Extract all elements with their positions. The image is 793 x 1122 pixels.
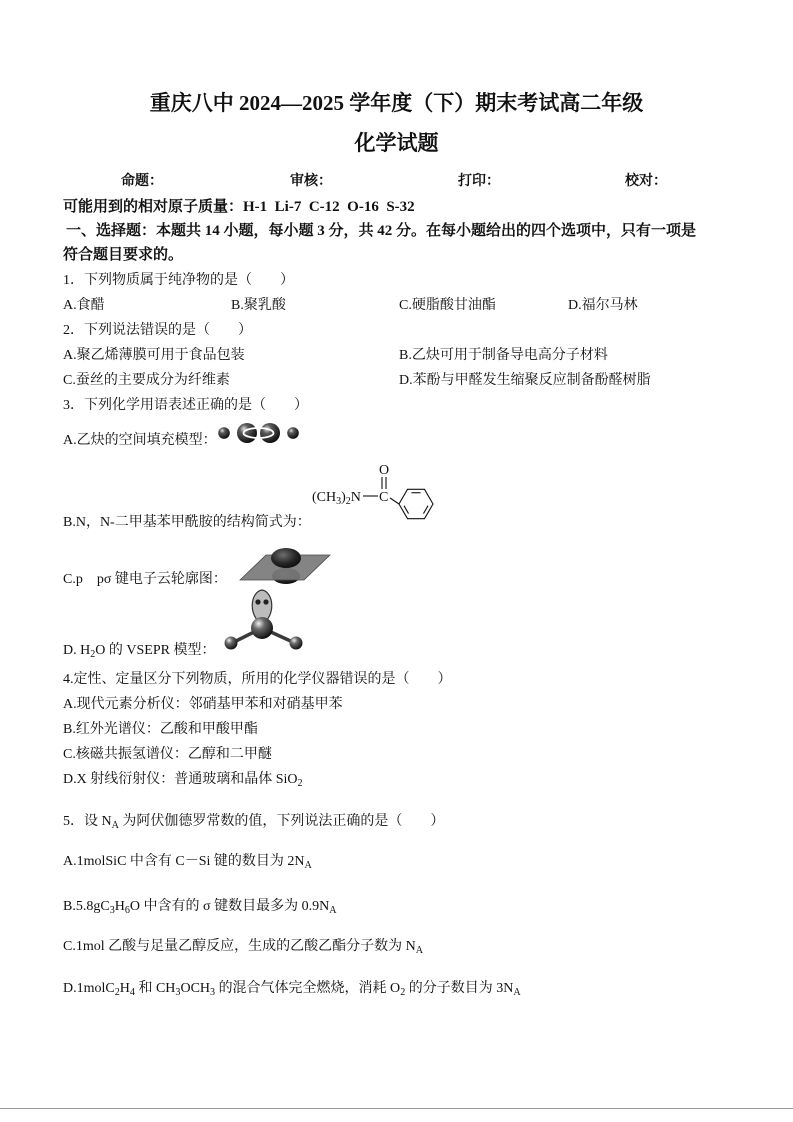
oxygen-atom: [251, 617, 273, 639]
exam-subject: 化学试题: [354, 131, 439, 155]
hydrogen-atom-right: [287, 427, 299, 439]
q5-stem-text-1: 5．设 N: [63, 814, 112, 829]
subscript: A: [415, 944, 424, 956]
upper-orbital-lobe: [271, 548, 301, 568]
subscript: A: [513, 986, 521, 998]
carbonyl-carbon-label: C: [379, 490, 389, 505]
subscript: A: [329, 904, 337, 916]
dimethylamino-group-label: $(CH_3)_2N$: [312, 490, 361, 507]
subscript: 3: [210, 986, 216, 998]
hydrogen-atom-left: [218, 427, 230, 439]
q4-option-b: B.红外光谱仪：乙酸和甲酸甲酯: [63, 722, 258, 737]
q1-option-c: C.硬脂酸甘油酯: [399, 298, 496, 313]
water-vsepr-model: [218, 586, 310, 654]
subscript: A: [304, 859, 312, 871]
subscript: 4: [129, 986, 135, 998]
q4-option-d: [63, 770, 303, 790]
q5-option-b-text-3: O 中含有的 σ 键数目最多为 0.9N: [129, 899, 330, 914]
subscript: 6: [124, 904, 130, 916]
subscript: 3: [109, 904, 115, 916]
subscript: A: [111, 819, 119, 831]
lone-pair-electron-2: [263, 599, 268, 604]
q2-stem: 2．下列说法错误的是（ ）: [63, 323, 252, 338]
q1-option-b: B.聚乳酸: [231, 298, 286, 313]
subscript: 2: [297, 777, 303, 789]
q1-option-d: D.福尔马林: [568, 298, 638, 313]
benzene-ring: [399, 489, 433, 518]
q5-option-d-text-4: OCH: [180, 981, 211, 996]
q4-option-a: A.现代元素分析仪：邻硝基甲苯和对硝基甲苯: [63, 697, 343, 712]
q2-option-d: D.苯酚与甲醛发生缩聚反应制备酚醛树脂: [399, 373, 651, 388]
q5-option-d-text-5: 的混合气体完全燃烧，消耗 O: [215, 981, 401, 996]
section-heading-line1: 一、选择题：本题共 14 小题，每小题 3 分，共 42 分。在每小题给出的四个选项中，只有一项是: [66, 223, 697, 239]
hydrogen-atom-left: [225, 637, 238, 650]
q5-option-a-text: A.1molSiC 中含有 C－Si 键的数目为 2N: [63, 854, 305, 869]
page-bottom-rule: [0, 1108, 793, 1109]
role-reviewer: 审核：: [290, 174, 332, 189]
ethyne-space-filling-model: [214, 421, 306, 445]
q3-option-d-text-2: O 的 VSEPR 模型：: [95, 643, 216, 658]
carbonyl-oxygen-label: O: [379, 463, 390, 478]
dimethylbenzamide-structure: [308, 460, 440, 526]
q5-option-d-text-2: H: [119, 981, 130, 996]
p-p-sigma-bond-electron-cloud: [236, 545, 334, 589]
section-heading-line2: 符合题目要求的。: [63, 247, 184, 263]
subscript: 3: [175, 986, 181, 998]
role-printer: 打印：: [458, 174, 500, 189]
q4-option-c: C.核磁共振氢谱仪：乙醇和二甲醚: [63, 747, 272, 762]
q5-stem: [63, 812, 444, 832]
q2-option-a: A.聚乙烯薄膜可用于食品包装: [63, 348, 245, 363]
atomic-masses: 可能用到的相对原子质量：H-1 Li-7 C-12 O-16 S-32: [63, 199, 415, 215]
q1-stem: 1．下列物质属于纯净物的是（ ）: [63, 273, 294, 288]
q3-option-b: B.N，N-二甲基苯甲酰胺的结构简式为：: [63, 515, 311, 530]
c-ring-bond: [390, 498, 399, 504]
q3-option-d: [63, 641, 215, 661]
ring-double-bond-2: [423, 506, 428, 514]
q5-option-d-text-6: 的分子数目为 3N: [405, 981, 514, 996]
q4-option-d-text: D.X 射线衍射仪：普通玻璃和晶体 SiO: [63, 772, 298, 787]
role-proofreader: 校对：: [625, 174, 667, 189]
q3-option-d-text-1: D. H: [63, 643, 91, 658]
q5-option-d-text-1: D.1molC: [63, 981, 115, 996]
q5-option-a: [63, 852, 312, 872]
subscript: 2: [400, 986, 406, 998]
q5-option-c-text: C.1mol 乙酸与足量乙醇反应，生成的乙酸乙酯分子数为 N: [63, 939, 416, 954]
q5-option-b: [63, 897, 336, 917]
q2-option-b: B.乙炔可用于制备导电高分子材料: [399, 348, 608, 363]
lone-pair-electron-1: [255, 599, 260, 604]
q2-option-c: C.蚕丝的主要成分为纤维素: [63, 373, 230, 388]
carbon-atom-left: [237, 423, 257, 443]
subscript: 2: [114, 986, 120, 998]
role-proposer: 命题：: [121, 174, 163, 189]
ring-double-bond-3: [404, 506, 409, 514]
q3-option-c: C.p pσ 键电子云轮廓图：: [63, 572, 227, 587]
subscript: 2: [90, 648, 96, 660]
q5-stem-text-2: 为阿伏伽德罗常数的值，下列说法正确的是（ ）: [118, 814, 445, 829]
carbon-atom-right: [260, 423, 280, 443]
q5-option-c: [63, 937, 423, 957]
q5-option-d: [63, 979, 521, 999]
q3-option-a: A.乙炔的空间填充模型：: [63, 433, 217, 448]
q5-option-b-text-1: B.5.8gC: [63, 899, 110, 914]
q5-option-d-text-3: 和 CH: [134, 981, 176, 996]
q1-option-a: A.食醋: [63, 298, 105, 313]
q3-stem: 3．下列化学用语表述正确的是（ ）: [63, 398, 308, 413]
q5-option-b-text-2: H: [114, 899, 125, 914]
exam-title: 重庆八中 2024—2025 学年度（下）期末考试高二年级: [149, 91, 644, 115]
hydrogen-atom-right: [290, 637, 303, 650]
q4-stem: 4.定性、定量区分下列物质，所用的化学仪器错误的是（ ）: [63, 672, 452, 687]
